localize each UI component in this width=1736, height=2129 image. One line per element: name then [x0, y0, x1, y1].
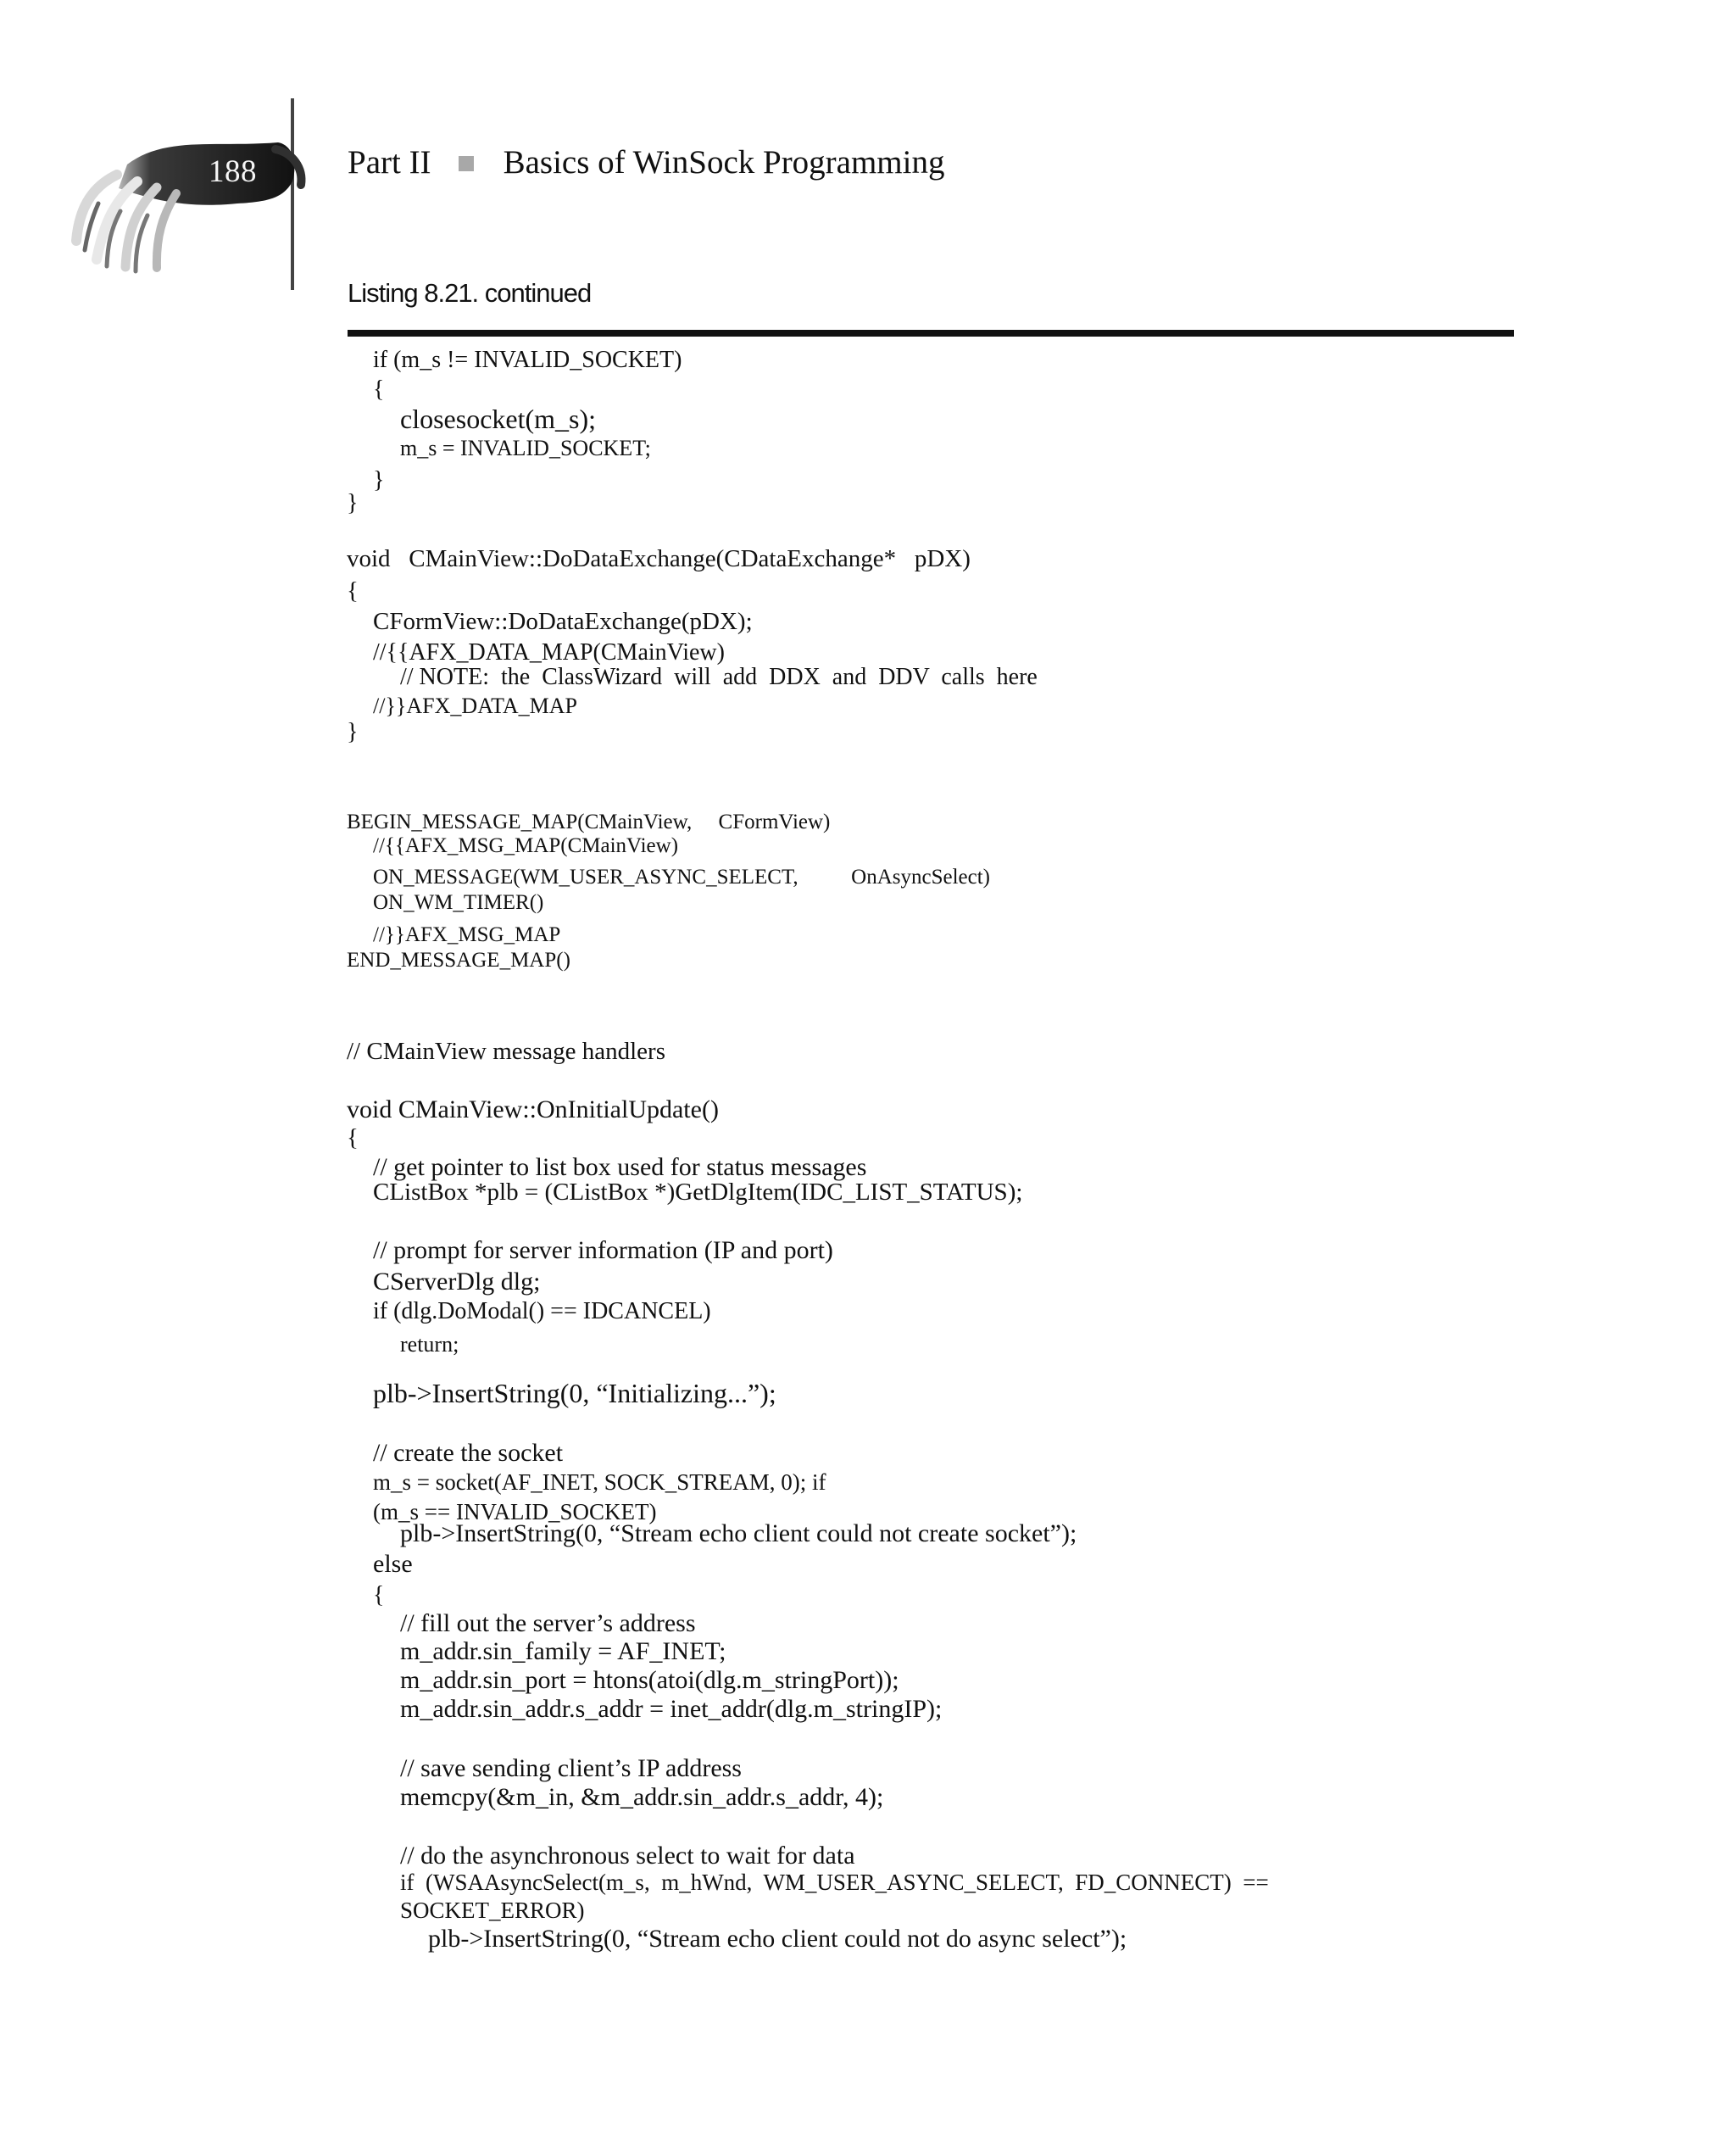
code-line: m_s = socket(AF_INET, SOCK_STREAM, 0); if [373, 1469, 826, 1495]
code-line: } [347, 719, 359, 745]
code-line: SOCKET_ERROR) [400, 1898, 585, 1923]
code-line: //{{AFX_DATA_MAP(CMainView) [373, 639, 725, 666]
listing-caption: Listing 8.21. continued [348, 278, 592, 308]
page-ornament [68, 93, 314, 297]
page-number: 188 [209, 154, 257, 189]
code-line: CServerDlg dlg; [373, 1268, 541, 1296]
code-line: // save sending client’s IP address [400, 1754, 742, 1782]
code-line: { [373, 1582, 385, 1608]
code-line: if (m_s != INVALID_SOCKET) [373, 347, 682, 373]
listing-rule [348, 330, 1514, 337]
code-line: { [373, 376, 385, 403]
code-line: CFormView::DoDataExchange(pDX); [373, 608, 753, 635]
running-head [348, 146, 944, 179]
code-line: // CMainView message handlers [347, 1038, 665, 1065]
code-line: return; [400, 1332, 459, 1357]
code-line: // NOTE: the ClassWizard will add DDX and DDV calls here [400, 664, 1038, 690]
code-line: // get pointer to list box used for status messages [373, 1153, 867, 1181]
code-line: } [347, 490, 359, 516]
code-line: ON_WM_TIMER() [373, 891, 544, 914]
hand-banner-icon [68, 93, 314, 297]
code-line: // fill out the server’s address [400, 1609, 696, 1637]
code-line: ON_MESSAGE(WM_USER_ASYNC_SELECT, OnAsyncSelect) [373, 866, 990, 889]
code-line: // prompt for server information (IP and port) [373, 1236, 833, 1264]
code-line: CListBox *plb = (CListBox *)GetDlgItem(IDC_LIST_STATUS); [373, 1179, 1023, 1206]
code-line: plb->InsertString(0, “Initializing...”); [373, 1378, 776, 1408]
code-line: m_s = INVALID_SOCKET; [400, 436, 651, 460]
code-line: } [373, 467, 385, 493]
code-line: plb->InsertString(0, “Stream echo client could not do async select”); [428, 1925, 1127, 1953]
part-label: Part II [348, 144, 431, 181]
code-line: //{{AFX_MSG_MAP(CMainView) [373, 834, 679, 857]
code-line: if (dlg.DoModal() == IDCANCEL) [373, 1298, 711, 1324]
code-line: { [347, 577, 359, 605]
code-line: if (WSAAsyncSelect(m_s, m_hWnd, WM_USER_ASYNC_SELECT, FD_CONNECT) == [400, 1870, 1269, 1895]
code-line: void CMainView::DoDataExchange(CDataExchange* pDX) [347, 545, 971, 572]
code-line: m_addr.sin_addr.s_addr = inet_addr(dlg.m_stringIP); [400, 1695, 943, 1723]
code-line: plb->InsertString(0, “Stream echo client could not create socket”); [400, 1519, 1077, 1547]
square-separator-icon [459, 156, 474, 171]
code-line: END_MESSAGE_MAP() [347, 949, 570, 972]
code-line: m_addr.sin_family = AF_INET; [400, 1637, 726, 1665]
code-line: (m_s == INVALID_SOCKET) [373, 1499, 657, 1524]
code-line: { [347, 1124, 359, 1151]
code-line: // do the asynchronous select to wait for data [400, 1842, 855, 1870]
code-line: memcpy(&m_in, &m_addr.sin_addr.s_addr, 4); [400, 1783, 884, 1811]
code-line: //}}AFX_MSG_MAP [373, 923, 561, 946]
code-line: closesocket(m_s); [400, 404, 597, 434]
code-line: else [373, 1550, 413, 1578]
code-line: void CMainView::OnInitialUpdate() [347, 1095, 719, 1123]
chapter-title: Basics of WinSock Programming [503, 144, 945, 181]
code-line: m_addr.sin_port = htons(atoi(dlg.m_stringPort)); [400, 1666, 899, 1694]
code-line: //}}AFX_DATA_MAP [373, 694, 578, 718]
code-line: // create the socket [373, 1439, 564, 1467]
code-line: BEGIN_MESSAGE_MAP(CMainView, CFormView) [347, 811, 831, 833]
